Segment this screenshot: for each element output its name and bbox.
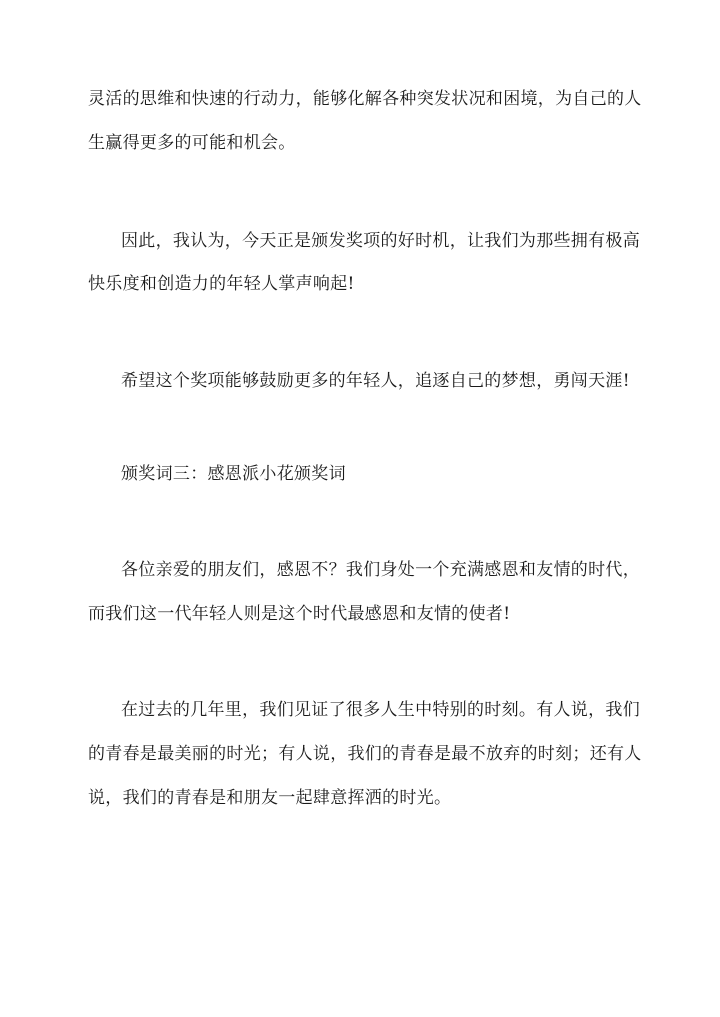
paragraph-6-line-1: 在过去的几年里，我们见证了很多人生中特别的时刻。有人说，我们 <box>121 700 640 720</box>
paragraph-5-line-2: 而我们这一代年轻人则是这个时代最感恩和友情的使者! <box>88 604 511 624</box>
paragraph-3-line-1: 希望这个奖项能够鼓励更多的年轻人，追逐自己的梦想，勇闯天涯! <box>121 371 630 391</box>
paragraph-6-line-3: 说，我们的青春是和朋友一起肆意挥洒的时光。 <box>88 788 452 808</box>
paragraph-2-line-2: 快乐度和创造力的年轻人掌声响起! <box>88 274 355 294</box>
paragraph-1-line-2: 生赢得更多的可能和机会。 <box>88 133 296 153</box>
paragraph-5-line-1: 各位亲爱的朋友们，感恩不？我们身处一个充满感恩和友情的时代， <box>121 560 640 580</box>
paragraph-1-line-1: 灵活的思维和快速的行动力，能够化解各种突发状况和困境，为自己的人 <box>88 89 642 109</box>
paragraph-6-line-2: 的青春是最美丽的时光；有人说，我们的青春是最不放弃的时刻；还有人 <box>88 744 642 764</box>
section-heading: 颁奖词三：感恩派小花颁奖词 <box>121 464 346 484</box>
paragraph-2-line-1: 因此，我认为，今天正是颁发奖项的好时机，让我们为那些拥有极高 <box>121 231 640 251</box>
